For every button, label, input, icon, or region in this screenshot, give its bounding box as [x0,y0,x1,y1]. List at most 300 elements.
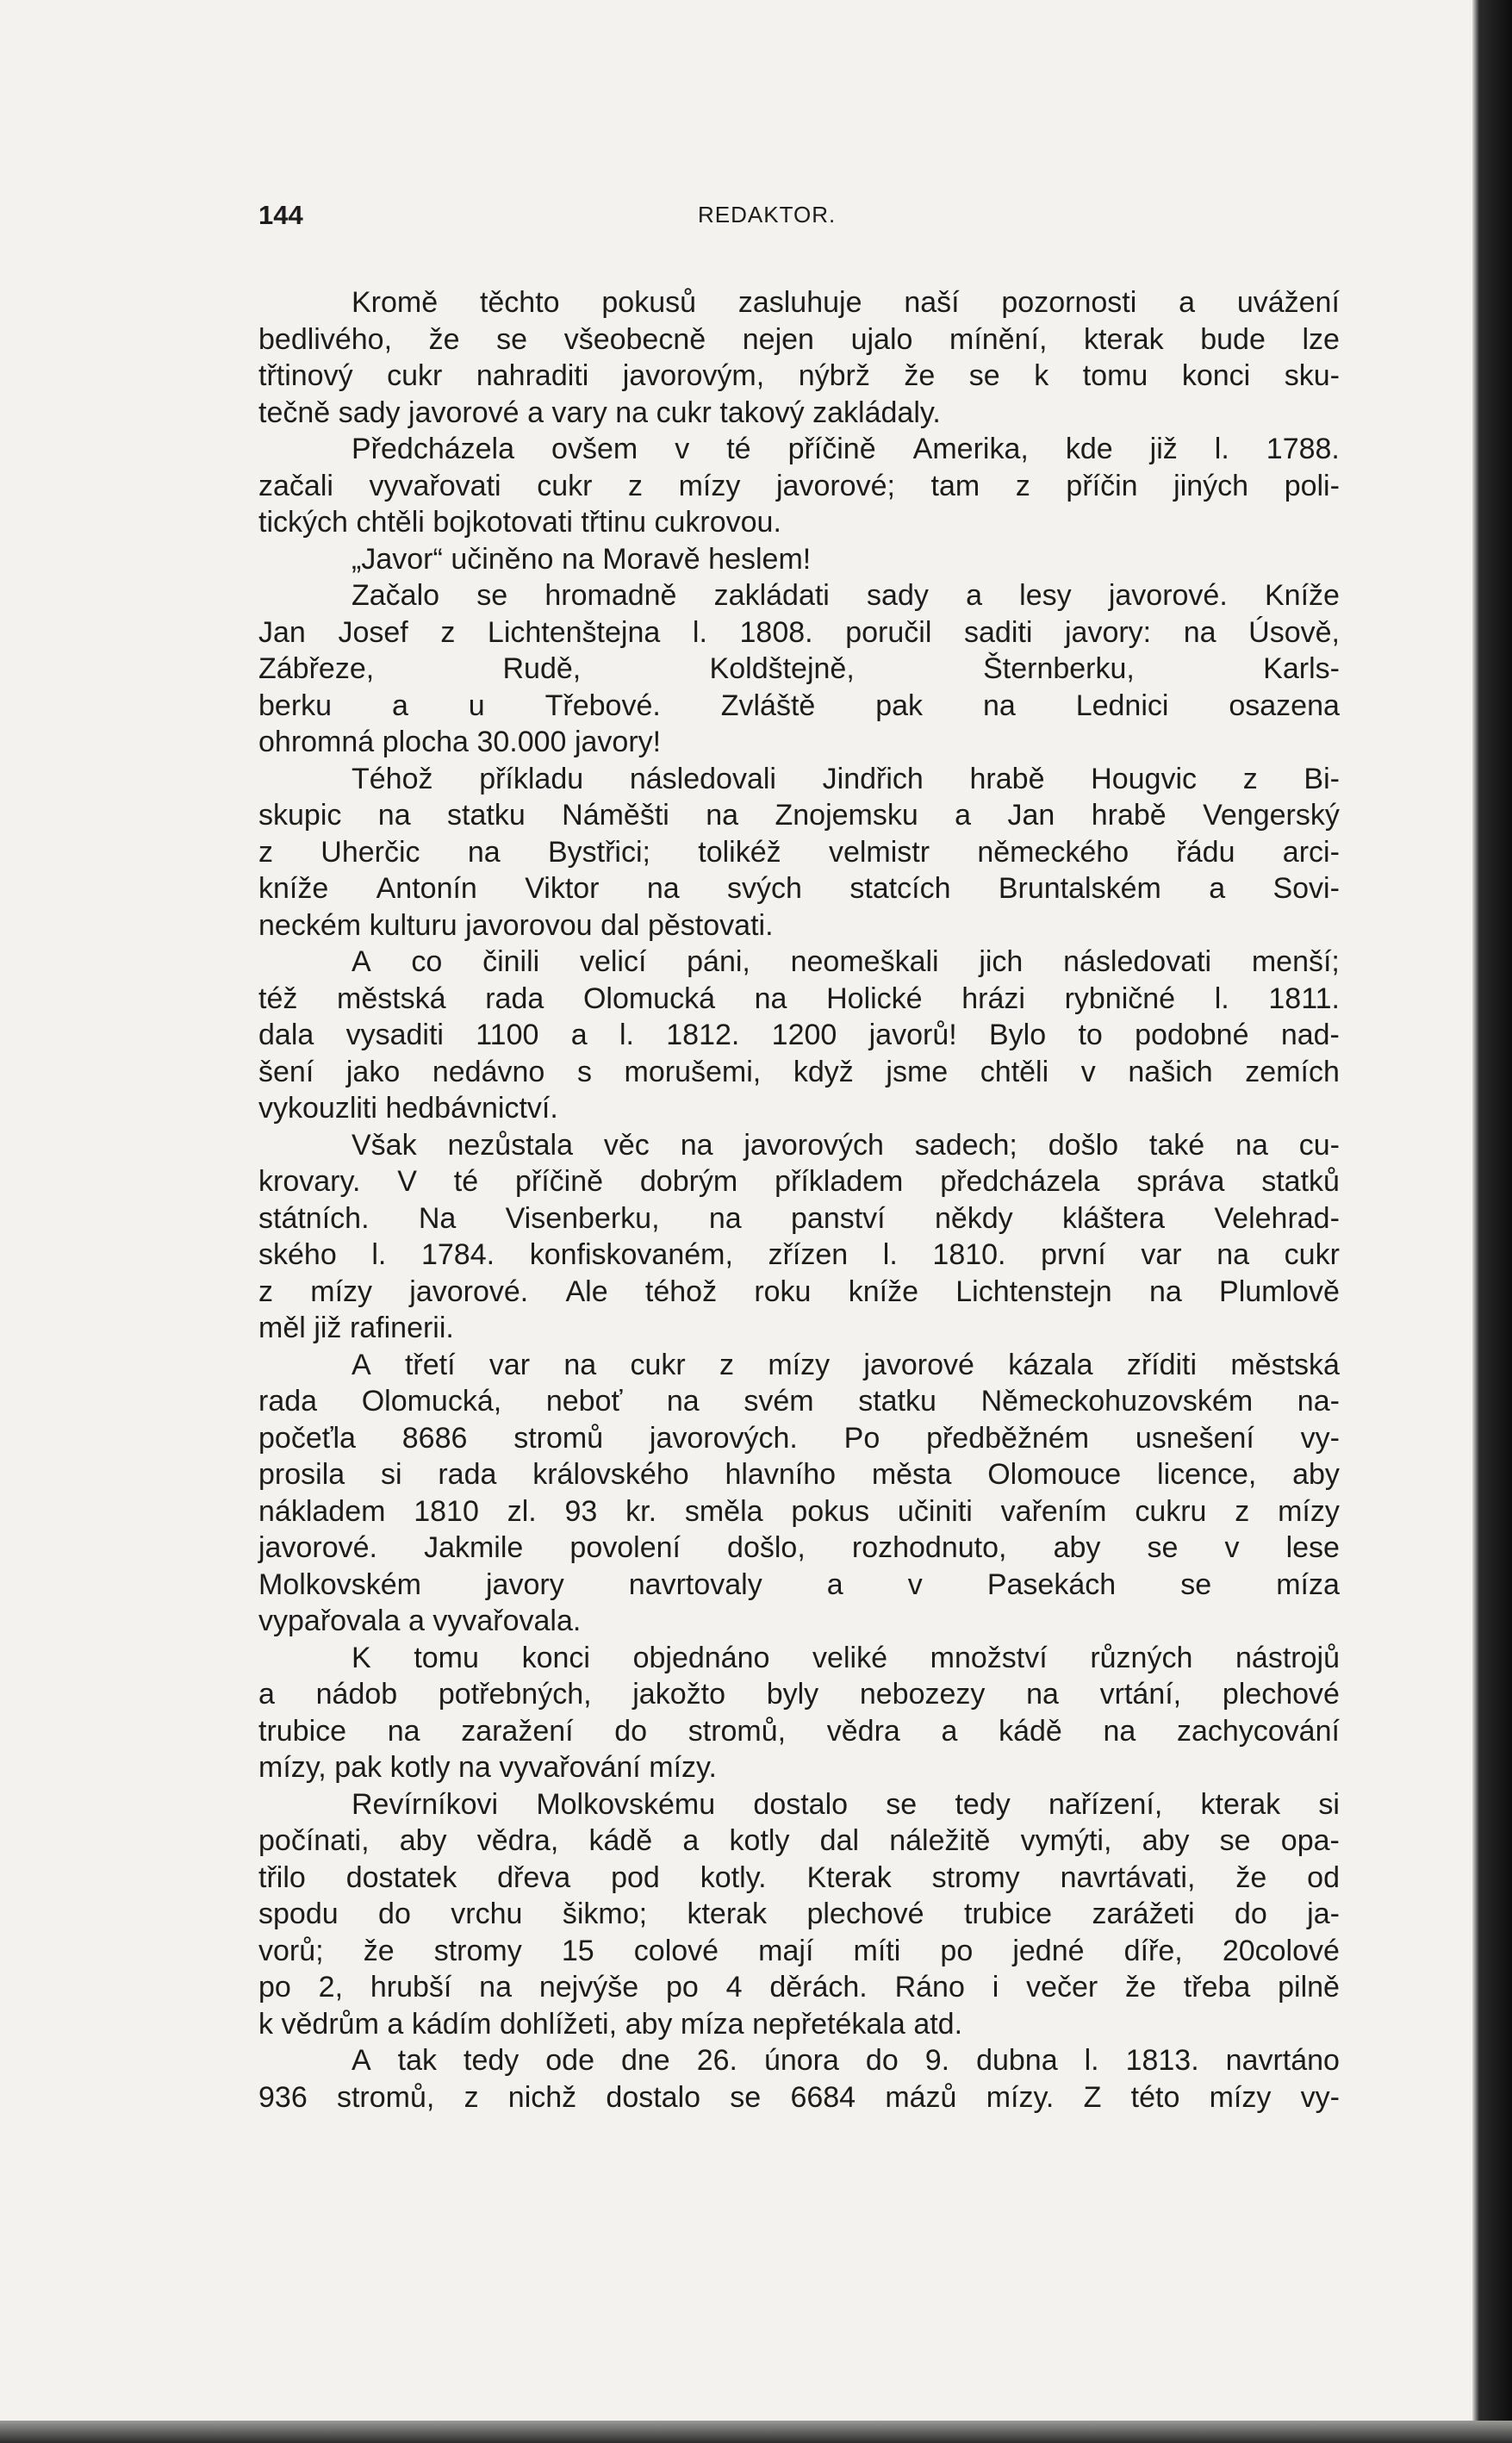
word: městská [337,982,446,1015]
word: a [1179,286,1195,319]
word: svých [727,872,802,905]
word: Bystřici; [547,835,650,869]
word: si [380,1458,402,1491]
word: třilo [258,1860,306,1894]
word: aby [1053,1531,1101,1564]
word: A [352,945,371,978]
word: kádě [999,1714,1062,1748]
word: „Javor“ [352,542,443,576]
word: došlo, [727,1531,806,1564]
word: 1812. [666,1019,740,1051]
text-line [258,1237,1340,1274]
word: bojkotovati [432,506,573,539]
word: příkladem [775,1165,904,1198]
word: Jindřich [822,762,924,795]
word: tak [397,2044,438,2077]
word: Plumlově [1219,1274,1340,1308]
word: vymýti, [1020,1824,1112,1857]
word: mázů [885,2080,957,2114]
word: se [496,322,528,356]
word: Viktor [525,872,600,905]
word: 936 [258,2080,308,2114]
word: aby [625,2007,673,2041]
word: těchto [479,286,560,319]
word: tedy [464,2044,520,2077]
word: ohromná [258,726,375,758]
word: kotly [729,1824,790,1857]
text-line [258,358,1340,395]
word: vysaditi [345,1019,444,1051]
word: tedy [955,1787,1011,1821]
word: míti [853,1934,901,1967]
word: zaražení [461,1714,574,1748]
word: veliké [812,1641,887,1674]
word: děrách. [769,1971,868,2004]
word: nákladem [258,1494,386,1528]
word: poručil [845,615,932,649]
word: dřeva [497,1860,571,1894]
word: potřebných, [438,1678,592,1711]
word: z [1235,1494,1250,1528]
word: neboť [545,1385,623,1418]
word: a [408,1605,425,1637]
word: mízy [768,1348,831,1381]
text-line [258,981,1340,1018]
word: činili [482,945,540,978]
word: předběžném [926,1421,1090,1455]
word: počeťla [258,1421,356,1455]
word: naší [904,286,960,319]
word: Po [843,1421,880,1455]
text-line [258,797,1340,834]
word: na [563,1348,597,1381]
word: chtěli [356,506,425,539]
word: tomu [1082,359,1148,392]
word: a [387,2007,404,2041]
word: hlavního [725,1458,837,1491]
word: míza [1276,1567,1340,1601]
text-line [258,1823,1340,1860]
word: stromů [513,1421,604,1455]
word: stromů, [688,1714,787,1748]
word: Lednici [1075,689,1169,722]
word: V [397,1165,417,1198]
word: nad- [1280,1019,1340,1051]
word: Sovi- [1272,872,1340,905]
word: vyvařovati [369,469,501,502]
word: již [1149,433,1178,465]
word: K [352,1641,371,1674]
word: dohlížeti, [499,2007,618,2041]
word: na [615,396,649,429]
word: této [1130,2080,1180,2114]
word: statcích [849,872,951,905]
word: trubice [258,1714,347,1748]
word: l. [619,1019,634,1051]
word: hedbávnictví. [385,1092,558,1125]
word: Molkovském [258,1567,421,1601]
word: hrabě [1091,799,1167,832]
word: navrtáno [1225,2044,1340,2077]
word: sadech; [914,1128,1017,1162]
word: nichž [507,2080,577,2114]
word: se [476,579,508,612]
word: na [982,689,1016,722]
word: stromy [433,1934,522,1967]
word: v [1224,1531,1240,1564]
word: německého [977,835,1129,869]
word: vy- [1300,1421,1340,1455]
word: berku [258,689,333,722]
word: se [968,359,1000,392]
word: kádě [588,1824,653,1857]
word: na [561,542,594,576]
word: mízy. [986,2080,1055,2114]
text-line [258,1567,1340,1604]
word: Zábřeze, [258,652,375,685]
text-line [258,395,1340,432]
word: vyvařovala. [432,1605,582,1637]
word: var [488,1348,531,1381]
word: 1810 [414,1494,479,1528]
word: z [464,2080,479,2114]
word: cukr [656,396,712,429]
word: a [955,799,972,832]
text-line [258,431,1340,468]
word: l. [1084,2044,1099,2077]
word: vědra [826,1714,900,1748]
word: 1813. [1125,2044,1199,2077]
word: množství [930,1641,1048,1674]
word: kde [1065,433,1113,465]
word: na- [1297,1385,1340,1418]
word: nejen [742,322,814,356]
word: náležitě [889,1824,991,1857]
word: začali [258,469,333,502]
text-line [258,321,1340,358]
word: na [479,1971,512,2004]
word: rybničné [1064,982,1176,1015]
word: pak [334,1751,383,1784]
word: příkladu [479,762,584,795]
word: Olomouce [987,1458,1122,1491]
word: do [614,1714,648,1748]
word: 8686 [401,1421,468,1455]
word: cukr [630,1348,686,1381]
word: zříditi [1126,1348,1198,1381]
word: ovšem [551,433,638,465]
word: následovali [629,762,776,795]
word: vařením [1000,1494,1107,1528]
word: Revírníkovi [352,1787,499,1821]
word: mízy [678,469,741,502]
word: večer [1026,1971,1098,2004]
word: ja- [1307,1898,1340,1930]
word: dala [258,1019,314,1051]
word: Jan [258,615,306,649]
word: se [1219,1824,1251,1857]
word: vyvařování [499,1751,641,1784]
word: Zvláště [720,689,816,722]
word: spodu [258,1898,339,1930]
word: na [1103,1714,1136,1748]
word: Úsově, [1248,615,1340,649]
word: nádob [315,1678,398,1711]
text-line [258,1017,1340,1054]
word: Antonín [376,872,477,905]
word: licence, [1157,1458,1257,1491]
word: rada [485,982,544,1015]
word: jiných [1173,469,1249,502]
text-line [258,1603,1340,1640]
word: městská [1230,1348,1340,1381]
word: třetí [404,1348,456,1381]
text-line [258,468,1340,505]
word: v [907,1567,923,1601]
text-line [258,724,1340,761]
word: statku [858,1385,936,1418]
word: velmistr [828,835,930,869]
word: stromů, [336,2080,435,2114]
text-line [258,1713,1340,1750]
word: javorové [408,396,520,429]
word: javorových. [649,1421,798,1455]
word: na [387,1714,420,1748]
word: a [391,689,408,722]
text-line [258,1090,1340,1127]
word: 1100 [476,1019,539,1051]
word: cukr [537,469,593,502]
word: Lichtenštejna [487,615,661,649]
word: do [378,1898,411,1930]
word: jich [979,945,1024,978]
word: dostatek [345,1860,457,1894]
text-line [258,1493,1340,1530]
word: i [992,1971,999,2004]
word: velicí [579,945,647,978]
text-line [258,1896,1340,1933]
word: a [682,1824,700,1857]
word: atd. [913,2007,963,2041]
word: Pasekách [986,1567,1117,1601]
word: statků [1261,1165,1340,1198]
word: pilně [1278,1971,1340,2004]
word: vorů; [258,1934,324,1967]
word: javorové. [258,1531,377,1564]
word: dubna [976,2044,1058,2077]
word: Jan [1007,799,1055,832]
word: na [754,982,787,1015]
word: též [258,982,298,1015]
word: Třebové. [544,689,661,722]
text-line [258,907,1340,944]
word: na [458,1751,491,1784]
word: Ráno [894,1971,965,2004]
text-line [258,870,1340,907]
word: 93 [564,1494,598,1528]
word: arci- [1282,835,1340,869]
word: vy- [1300,2080,1340,2114]
word: 1810. [932,1238,1006,1271]
word: Bi- [1304,762,1340,795]
word: nebozezy [859,1678,986,1711]
word: Uherčic [320,835,420,869]
word: javorovou [465,908,593,942]
word: 20colové [1222,1934,1340,1967]
word: l. [371,1238,387,1271]
text-line [258,1347,1340,1384]
word: plechové [1222,1678,1340,1711]
word: hrubší [370,1971,452,2004]
word: vědrům [281,2007,379,2041]
word: na [1183,615,1216,649]
word: svém [744,1385,814,1418]
word: téhož [644,1274,718,1308]
word: na [1148,1274,1182,1308]
text-line [258,1969,1340,2006]
word: věc [603,1128,650,1162]
text-line [258,1933,1340,1970]
word: krovary. [258,1165,361,1198]
word: A [352,2044,371,2077]
word: Jakmile [424,1531,524,1564]
word: neomeškali [790,945,939,978]
word: k [258,2007,273,2041]
word: Předcházela [352,433,515,465]
word: rozhodnuto, [851,1531,1007,1564]
word: kníže [848,1274,918,1308]
word: cukr [1284,1238,1340,1271]
body-text [258,284,1340,2116]
word: směla [684,1494,763,1528]
text-line [258,1749,1340,1786]
word: do [1234,1898,1267,1930]
word: tomu [414,1641,479,1674]
word: navrtávati, [1060,1860,1196,1894]
word: cu- [1298,1128,1340,1162]
word: po [258,1971,291,2004]
word: ského [258,1238,337,1271]
word: hrázi [961,982,1025,1015]
word: javory [486,1567,564,1601]
text-line [258,1676,1340,1713]
word: rada [258,1385,318,1418]
word: a [966,579,982,612]
word: počínati, [258,1824,370,1857]
word: zachycování [1176,1714,1340,1748]
word: poli- [1284,469,1340,502]
word: tam [930,469,980,502]
word: 1200 [771,1019,837,1051]
text-line [258,1274,1340,1311]
word: února [763,2044,839,2077]
word: Rudě, [502,652,582,685]
word: na [377,799,411,832]
word: vrchu [451,1898,523,1930]
word: statku [447,799,526,832]
word: 15 [561,1934,594,1967]
text-line [258,834,1340,871]
word: 6684 [790,2080,856,2114]
word: a [570,1019,588,1051]
word: pozornosti [1001,286,1137,319]
word: nedávno [432,1055,545,1088]
word: vary [551,396,607,429]
word: konci [521,1641,590,1674]
word: díře, [1123,1934,1183,1967]
word: tických [258,506,348,539]
word: Začalo [352,579,440,612]
word: konfiskovaném, [529,1238,733,1271]
word: l. [1214,433,1229,465]
word: kterak [1200,1787,1281,1821]
word: že [428,322,460,356]
word: vykouzliti [258,1092,377,1125]
word: plechové [806,1898,924,1930]
word: Ale [565,1274,608,1308]
text-line [258,944,1340,981]
word: podobné [1135,1019,1249,1051]
word: Visenberku, [505,1201,660,1235]
word: morušemi, [624,1055,762,1088]
word: 2, [318,1971,344,2004]
word: kníže [258,872,329,905]
word: našich [1128,1055,1213,1088]
word: kláštera [1061,1201,1166,1235]
word: z [440,615,456,649]
word: takový [719,396,805,429]
text-line [258,651,1340,688]
word: si [1318,1787,1340,1821]
word: všeobecně [563,322,706,356]
word: v [1080,1055,1096,1088]
word: dal [600,908,640,942]
word: tolikéž [698,835,781,869]
word: zl. [507,1494,537,1528]
text-line [258,1530,1340,1567]
word: Znojemsku [775,799,918,832]
word: dostalo [753,1787,849,1821]
word: na [467,835,501,869]
word: třeba [1183,1971,1251,2004]
word: jakožto [632,1678,725,1711]
word: učiněno [451,542,554,576]
word: bedlivého, [258,322,393,356]
text-line [258,688,1340,725]
word: jedné [1012,1934,1085,1967]
word: mízy, [258,1751,327,1784]
word: z [1015,469,1030,502]
word: povolení [569,1531,681,1564]
word: 26. [696,2044,737,2077]
word: ode [545,2044,594,2077]
word: Kterak [806,1860,892,1894]
word: a [826,1567,843,1601]
word: a [527,396,544,429]
word: kádím [411,2007,492,2041]
word: nepřetékala [752,2007,905,2041]
word: Moravě [602,542,700,576]
word: menší; [1251,945,1340,978]
word: nahraditi [476,359,589,392]
word: že [363,1934,395,1967]
text-line [258,1456,1340,1493]
word: z [719,1348,735,1381]
word: po [665,1971,699,2004]
word: navrtovaly [628,1567,762,1601]
word: příčině [787,433,876,465]
word: 4 [725,1971,743,2004]
